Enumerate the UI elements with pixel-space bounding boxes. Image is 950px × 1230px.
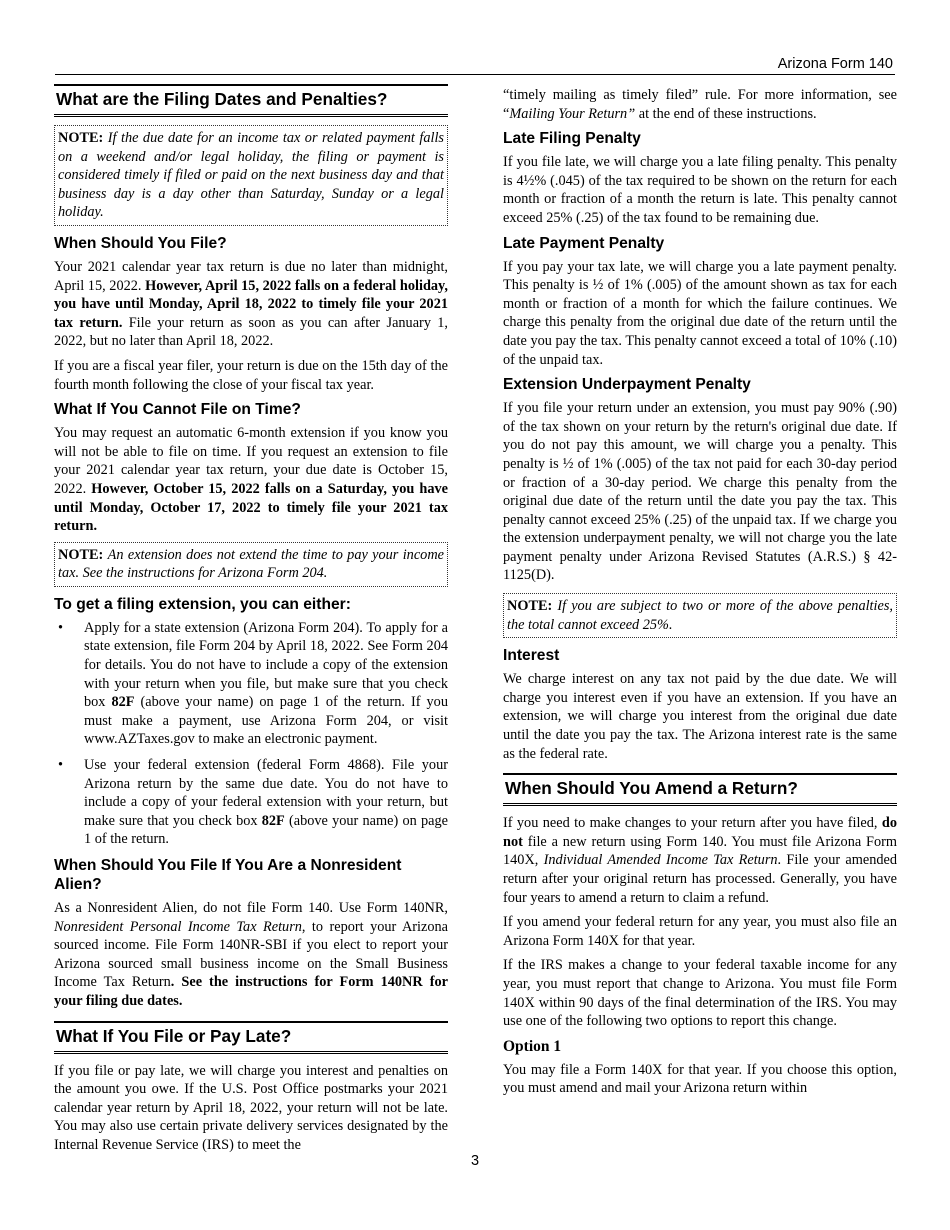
subsection-title-extension-underpayment: Extension Underpayment Penalty (503, 376, 751, 394)
subsection-title-nonresident: When Should You File If You Are a Nonresident Alien? (54, 857, 402, 893)
paragraph-interest: We charge interest on any tax not paid by the due date. We will charge you interest even if you have an extension. If you have an extension, we will charge you interest from the original due date until the date you pay the tax. The Arizona interest rate is the same as the federal rate. (503, 671, 897, 762)
subsection-title-interest: Interest (503, 647, 560, 665)
option-1-title: Option 1 (503, 1037, 562, 1055)
box-number: 82F (261, 812, 285, 829)
text: “timely mailing as timely filed” rule. For more information, see “ (503, 87, 897, 122)
text: Use your federal extension (federal Form 4868). File your Arizona return by the same due date. You do not have to include a copy of your federal extension with your return, but make sure that you check box (84, 757, 448, 829)
paragraph-extension-underpayment: If you file your return under an extension, you must pay 90% (.90) of the tax shown on your return by the return's original due date. If you do not pay this amount, we will charge you a penalty. This penalty is ½ of 1% (.005) of the tax not paid for each 30-day period or fraction of a 30-day period. We charge this penalty from the original due date of the return until the date you pay the tax. This penalty cannot exceed 25% (.25) of the unpaid tax. If we charge you the extension underpayment penalty, we will not charge you the late payment penalty under Arizona Revised Statutes (A.R.S.) § 42-1125(D). (503, 400, 897, 584)
subsection-title-cannot-file: What If You Cannot File on Time? (54, 401, 301, 419)
paragraph-amend-1 (503, 814, 897, 907)
left-column (54, 84, 448, 1161)
bold-text: However, April 15, 2022 falls on a federal holiday, you have until Monday, April 18, 2022 to timely file your 2021 tax return. (54, 277, 448, 331)
text: Apply for a state extension (Arizona Form 204). To apply for a state extension, file Form 204 by April 18, 2022. See Form 204 for details. You do not have to include a copy of the extension with your return when you file, but make sure that you check box (84, 619, 448, 711)
list-item (54, 619, 448, 749)
text: You may request an automatic 6-month extension if you know you will not be able to file on time. If you request an extension to file your 2021 calendar year tax return, your due date is October 15, 2022. (54, 425, 448, 497)
right-column (503, 86, 897, 1104)
note-label: NOTE: (507, 598, 553, 615)
text: , to report your Arizona sourced income. File Form 140NR-SBI if you elect to report your Arizona sourced small business income on the Small Business Income Tax Return (54, 918, 448, 991)
header-rule (55, 74, 895, 75)
paragraph-amend-3: If the IRS makes a change to your federal taxable income for any year, you must report that change to Arizona. You must file Form 140X within 90 days of the final determination of the IRS. You may use one of the following two options to report this change. (503, 957, 897, 1030)
section-title-amend: When Should You Amend a Return? (503, 773, 897, 806)
text: If you need to make changes to your return after you have filed, (503, 815, 878, 832)
list-item (54, 756, 448, 849)
box-number: 82F (111, 694, 135, 711)
note-box-penalties (503, 593, 897, 638)
section-title-late: What If You File or Pay Late? (54, 1021, 448, 1054)
note-label: NOTE: (58, 546, 104, 563)
extension-options-list (54, 619, 448, 849)
note-text: An extension does not extend the time to pay your income tax. See the instructions for Arizona Form 204. (58, 546, 444, 582)
note-text: If the due date for an income tax or related payment falls on a weekend and/or legal holiday, the filing or payment is considered timely if filed or paid on the next business day and that business day is a day other than Saturday, Sunday or a legal holiday. (58, 130, 444, 221)
subsection-title-late-payment: Late Payment Penalty (503, 234, 665, 252)
text: (above your name) on page 1 of the return. If you must make a payment, use Arizona Form 204, or visit www.AZTaxes.gov to make an electronic payment. (84, 694, 448, 748)
text: (above your name) on page 1 of the return. (84, 812, 448, 848)
bold-text: . See the instructions for Form 140NR for your filing due dates. (54, 974, 448, 1009)
subsection-title-when-file: When Should You File? (54, 234, 227, 252)
text: As a Nonresident Alien, do not file Form 140. Use Form 140NR, (54, 900, 448, 916)
paragraph-when-file (54, 258, 448, 351)
paragraph-late: If you file or pay late, we will charge you interest and penalties on the amount you owe. If the U.S. Post Office postmarks your 2021 calendar year return by April 18, 2022, your return will not be late. You may also use certain private delivery services designated by the Internal Revenue Service (IRS) to meet the (54, 1062, 448, 1153)
paragraph-late-filing: If you file late, we will charge you a late filing penalty. This penalty is 4½% (.045) of the tax required to be shown on the return for each month or fraction of a month the return is late. This penalty cannot exceed 25% (.25) of the tax found to be remaining due. (503, 154, 897, 226)
note-box-due-date (54, 125, 448, 226)
paragraph-fiscal-year: If you are a fiscal year filer, your return is due on the 15th day of the fourth month following the close of your fiscal tax year. (54, 357, 448, 393)
text: Your 2021 calendar year tax return is due no later than midnight, April 15, 2022. (54, 258, 448, 294)
subsection-title-late-filing: Late Filing Penalty (503, 130, 641, 148)
page-number: 3 (470, 1153, 480, 1169)
paragraph-option-1: You may file a Form 140X for that year. If you choose this option, you must amend and mail your Arizona return within (503, 1061, 897, 1097)
note-text: If you are subject to two or more of the above penalties, the total cannot exceed 25%. (507, 598, 893, 633)
bullet: • (58, 757, 64, 774)
italic-text: Nonresident Personal Income Tax Return (54, 918, 302, 935)
text: file a new return using Form 140. You must file Arizona Form 140X, (503, 833, 898, 869)
subsection-title-get-extension: To get a filing extension, you can either: (54, 595, 351, 613)
form-label: Arizona Form 140 (777, 56, 893, 72)
note-box-extension (54, 542, 448, 587)
text: at the end of these instructions. (638, 105, 817, 122)
text: . File your amended return after your original return has processed. Generally, you have four years to amend a return to claim a refund. (503, 852, 897, 906)
paragraph-nonresident (54, 899, 448, 1011)
italic-text: Mailing Your Return” (509, 105, 636, 122)
bold-text: do not (503, 815, 897, 850)
note-label: NOTE: (58, 130, 104, 146)
italic-text: Individual Amended Income Tax Return (543, 852, 778, 869)
paragraph-extension (54, 424, 448, 536)
section-title-filing-dates: What are the Filing Dates and Penalties? (54, 84, 448, 117)
bold-text: However, October 15, 2022 falls on a Saturday, you have until Monday, October 17, 2022 to timely file your 2021 tax return. (54, 480, 448, 535)
bullet: • (58, 619, 64, 636)
paragraph-amend-2: If you amend your federal return for any year, you must also file an Arizona Form 140X for that year. (503, 914, 897, 949)
paragraph-late-payment: If you pay your tax late, we will charge you a late payment penalty. This penalty is ½ of 1% (.005) of the amount shown as tax for each month or fraction of a month for which the failure continues. We charge this penalty from the original due date of the return until the date you pay the tax. This penalty cannot exceed a total of 10% (.10) of the unpaid tax. (503, 258, 897, 368)
text: File your return as soon as you can after January 1, 2022, but no later than April 18, 2022. (54, 314, 449, 350)
paragraph-continued (503, 86, 897, 123)
